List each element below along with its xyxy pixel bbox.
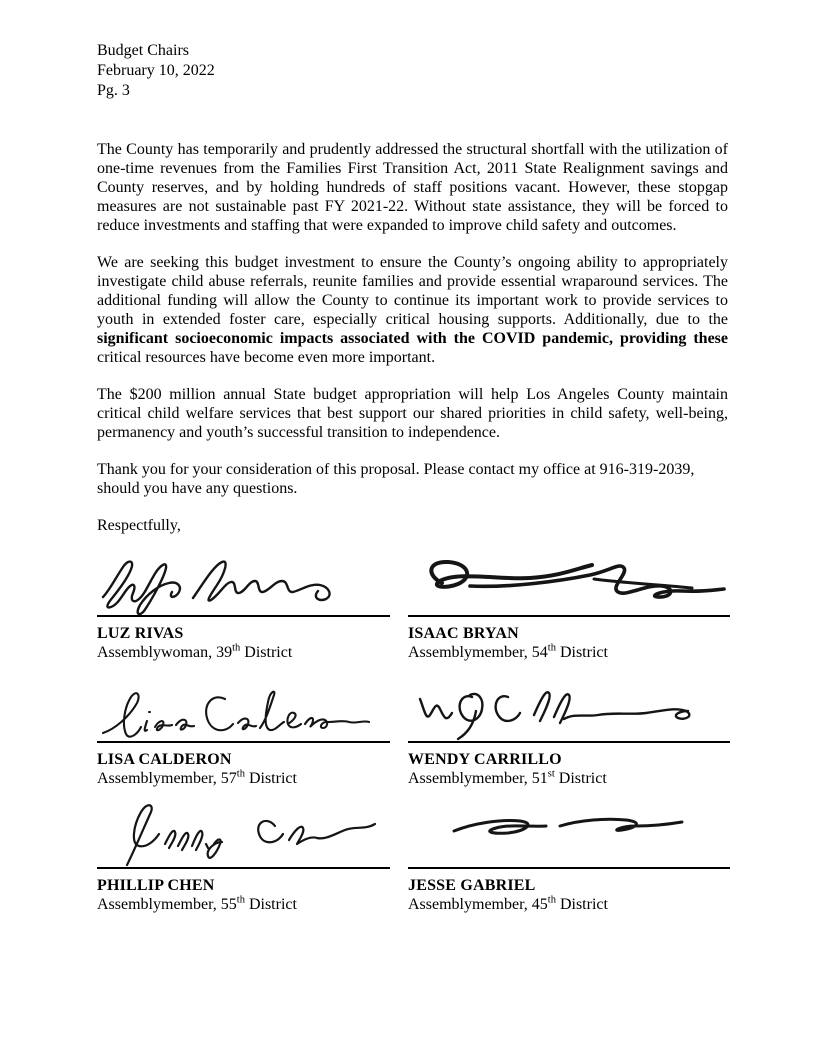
ordinal-superscript: th [236,894,245,906]
signature-block-luz-rivas [97,553,390,663]
signature-luz-rivas-image [97,553,390,615]
paragraph-2-text: We are seeking this budget investment to ensure the County’s ongoing ability to appropriately investigate child abuse referrals, reunite families and provide essential wraparound services. The additional funding will allow the County to continue its important work to provide services to youth in extended foster care, especially critical housing supports. Additionally, due to the [97,254,728,328]
signatory-name: WENDY CARRILLO [408,751,562,768]
signature-block-phillip-chen [97,801,390,915]
signatory-name: JESSE GABRIEL [408,877,536,894]
paragraph-2-bold-text: significant socioeconomic impacts associated with the COVID pandemic, providing these [97,330,728,347]
signature-line [97,867,390,869]
header-recipient: Budget Chairs [97,42,189,59]
signatory-name: LUZ RIVAS [97,625,184,642]
ordinal-superscript: st [547,768,555,780]
signatory-title: Assemblymember, 51st District [408,768,607,787]
signature-block-lisa-calderon [97,685,390,789]
signature-jesse-gabriel-image [408,801,730,867]
signature-section [97,553,728,915]
signature-block-jesse-gabriel [408,801,730,915]
signature-line [408,615,730,617]
signature-isaac-bryan-image [408,553,730,615]
signatory-title: Assemblymember, 54th District [408,642,608,661]
signature-row-3 [97,801,728,915]
signature-block-wendy-carrillo [408,685,730,789]
signature-line [408,867,730,869]
signature-line [97,741,390,743]
ordinal-superscript: th [236,768,245,780]
paragraph-4: Thank you for your consideration of this proposal. Please contact my office at 916-319-2039, should you have any questions. [97,461,695,497]
signature-lisa-calderon-image [97,685,390,741]
signature-block-isaac-bryan [408,553,730,663]
paragraph-1: The County has temporarily and prudently addressed the structural shortfall with the utilization of one-time revenues from the Families First Transition Act, 2011 State Realignment savings and County reserves, and by holding hundreds of staff positions vacant. However, these stopgap measures are not sustainable past FY 2021-22. Without state assistance, they will be forced to reduce investments and staffing that were expanded to improve child safety and outcomes. [97,141,728,234]
letter-header [97,41,728,101]
letter-body [97,140,728,535]
paragraph-3: The $200 million annual State budget appropriation will help Los Angeles County maintain critical child welfare services that best support our shared priorities in child safety, well-being, permanency and youth’s successful transition to independence. [97,386,728,441]
signature-row-1 [97,553,728,663]
signatory-title: Assemblymember, 57th District [97,768,297,787]
signatory-name: PHILLIP CHEN [97,877,215,894]
signature-line [408,741,730,743]
signatory-title: Assemblymember, 55th District [97,894,297,913]
ordinal-superscript: th [547,642,556,654]
signature-row-2 [97,685,728,789]
signatory-name: ISAAC BRYAN [408,625,519,642]
paragraph-2 [97,253,728,367]
signatory-name: LISA CALDERON [97,751,232,768]
signatory-title: Assemblywoman, 39th District [97,642,293,661]
signature-phillip-chen-image [97,801,390,867]
signatory-title: Assemblymember, 45th District [408,894,608,913]
paragraph-2-text-end: critical resources have become even more important. [97,349,436,366]
signature-line [97,615,390,617]
header-page-number: Pg. 3 [97,82,130,99]
ordinal-superscript: th [232,642,241,654]
closing-salutation: Respectfully, [97,517,181,534]
header-date: February 10, 2022 [97,62,215,79]
signature-wendy-carrillo-image [408,685,730,741]
ordinal-superscript: th [547,894,556,906]
